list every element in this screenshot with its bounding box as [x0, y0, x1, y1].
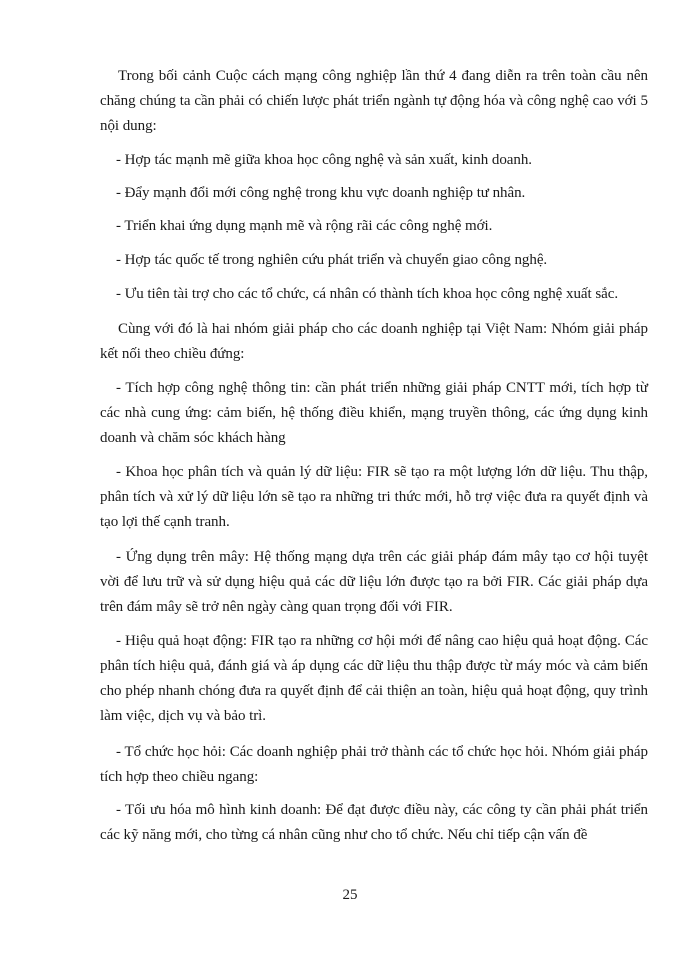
list-item-funding: - Ưu tiên tài trợ cho các tổ chức, cá nhân có thành tích khoa học công nghệ xuất sắc.	[116, 286, 619, 302]
list-item-learning-organization: - Tổ chức học hỏi: Các doanh nghiệp phải trở thành các tổ chức học hỏi. Nhóm giải pháp tích hợp theo chiều ngang:	[100, 744, 648, 785]
page-number: 25	[342, 887, 358, 903]
paragraph-intro: Trong bối cảnh Cuộc cách mạng công nghiệp lần thứ 4 đang diễn ra trên toàn cầu nên chăng chúng ta cần phải có chiến lược phát triển ngành tự động hóa và công nghệ cao với 5 nội dung:	[100, 68, 648, 134]
list-item-operational-efficiency: - Hiệu quả hoạt động: FIR tạo ra những cơ hội mới để nâng cao hiệu quả hoạt động. Các phân tích hiệu quả, đánh giá và áp dụng các dữ liệu thu thập được từ máy móc và cảm biến cho phép nhanh chóng đưa ra quyết định để cải thiện an toàn, hiệu quả hoạt động, quy trình làm việc, dịch vụ và bảo trì.	[100, 633, 648, 724]
list-item-business-model: - Tối ưu hóa mô hình kinh doanh: Để đạt được điều này, các công ty cần phải phát triển các kỹ năng mới, cho từng cá nhân cũng như cho tổ chức. Nếu chỉ tiếp cận vấn đề	[100, 802, 648, 843]
document-page	[100, 60, 648, 860]
list-item-cooperation: - Hợp tác mạnh mẽ giữa khoa học công nghệ và sản xuất, kinh doanh.	[116, 152, 532, 168]
list-item-data-science: - Khoa học phân tích và quản lý dữ liệu: FIR sẽ tạo ra một lượng lớn dữ liệu. Thu thập, phân tích và xử lý dữ liệu lớn sẽ tạo ra những tri thức mới, hỗ trợ việc đưa ra quyết định và tạo lợi thế cạnh tranh.	[100, 464, 648, 530]
list-item-deployment: - Triển khai ứng dụng mạnh mẽ và rộng rãi các công nghệ mới.	[116, 218, 493, 234]
list-item-innovation: - Đẩy mạnh đổi mới công nghệ trong khu vực doanh nghiệp tư nhân.	[116, 185, 526, 201]
paragraph-vertical-solutions: Cùng với đó là hai nhóm giải pháp cho các doanh nghiệp tại Việt Nam: Nhóm giải pháp kết nối theo chiều đứng:	[100, 321, 648, 362]
list-item-it-integration: - Tích hợp công nghệ thông tin: cần phát triển những giải pháp CNTT mới, tích hợp từ các nhà cung ứng: cảm biến, hệ thống điều khiển, mạng truyền thông, các ứng dụng kinh doanh và chăm sóc khách hàng	[100, 380, 648, 446]
list-item-international: - Hợp tác quốc tế trong nghiên cứu phát triển và chuyển giao công nghệ.	[116, 252, 548, 268]
list-item-cloud: - Ứng dụng trên mây: Hệ thống mạng dựa trên các giải pháp đám mây tạo cơ hội tuyệt vời để lưu trữ và sử dụng hiệu quả các dữ liệu lớn được tạo ra bởi FIR. Các giải pháp dựa trên đám mây sẽ trở nên ngày càng quan trọng đối với FIR.	[100, 549, 648, 615]
